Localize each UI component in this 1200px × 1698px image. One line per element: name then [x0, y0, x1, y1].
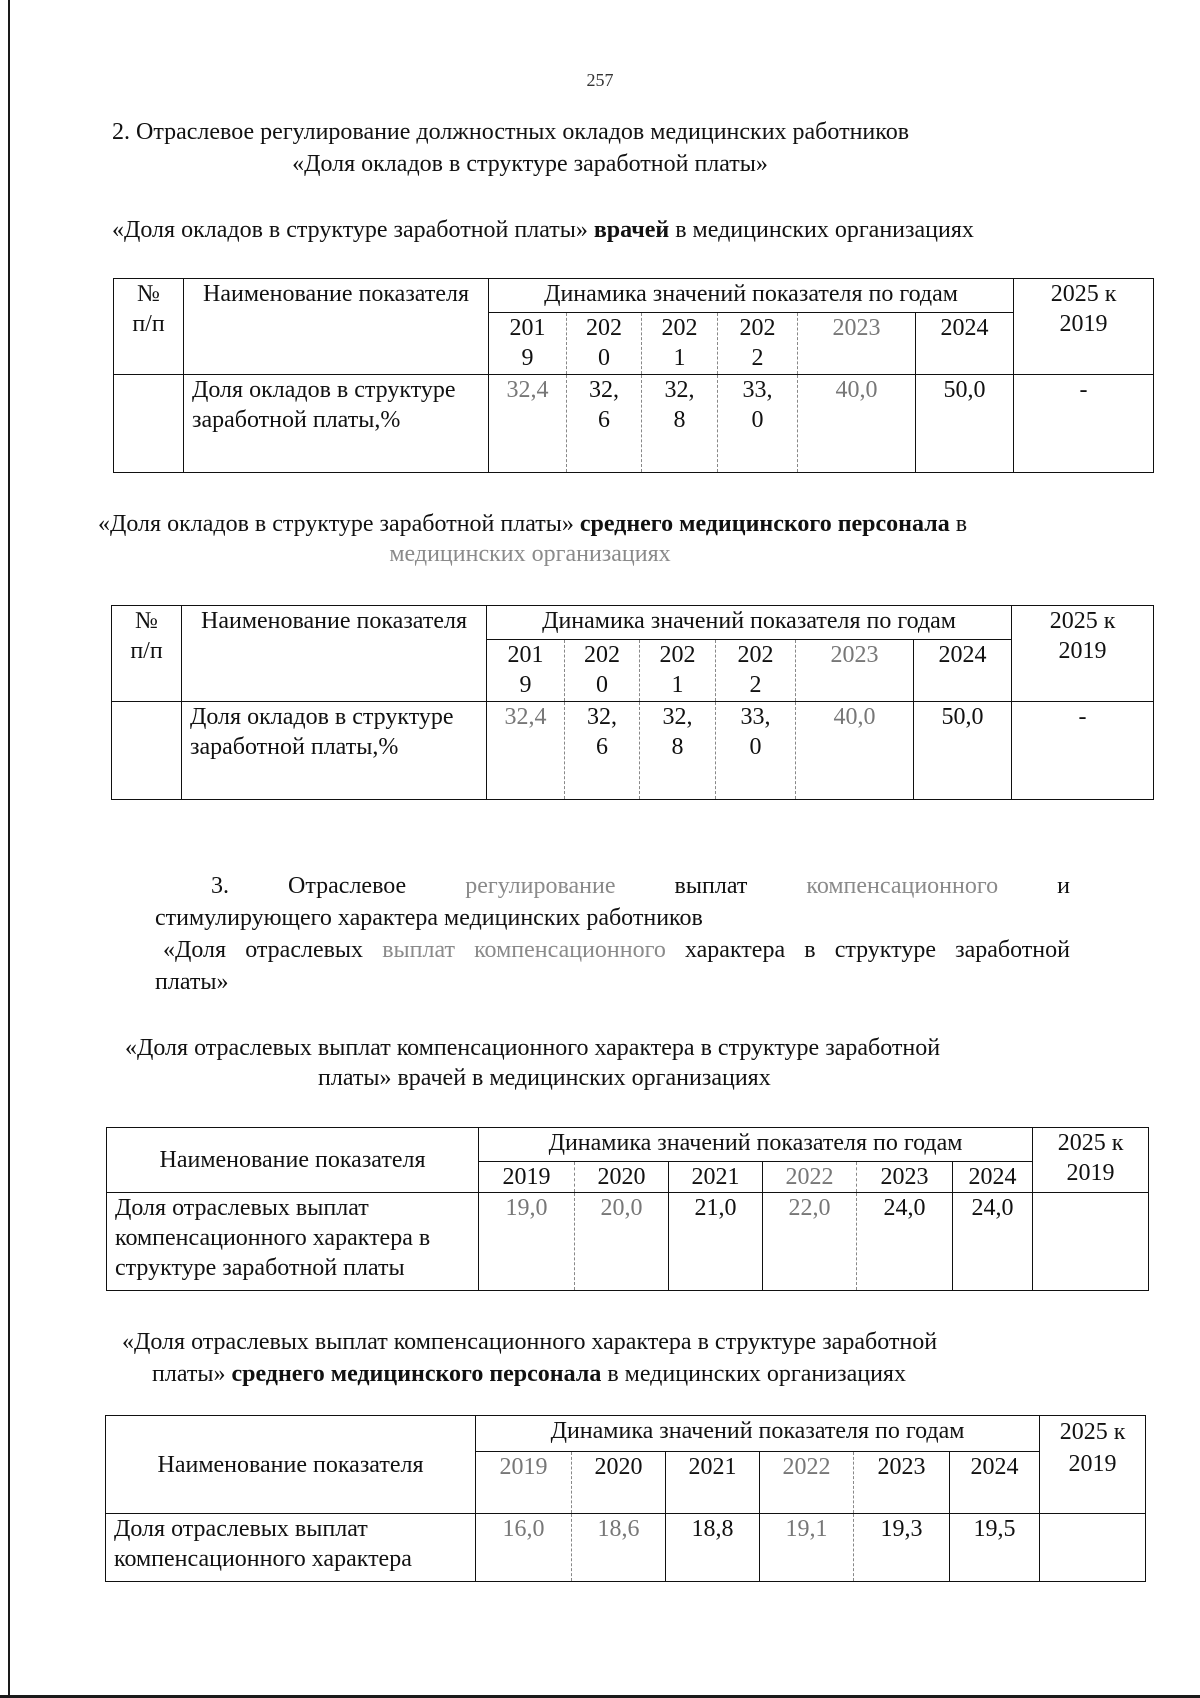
- table3-value: 24,0: [953, 1193, 1033, 1291]
- table3-value: 19,0: [479, 1193, 575, 1291]
- table4-value: 18,8: [666, 1514, 760, 1582]
- table2-value: 40,0: [796, 702, 914, 800]
- section2-heading-line1: 2. Отраслевое регулирование должностных окладов медицинских работников: [112, 119, 910, 145]
- table4-caption-line2: платы» среднего медицинского персонала в медицинских организациях: [152, 1361, 906, 1387]
- table1-value: 32,4: [489, 375, 567, 473]
- table3-value: 20,0: [575, 1193, 669, 1291]
- table4: [105, 1415, 1146, 1582]
- table1-year: 2023: [798, 313, 916, 375]
- table1-col-ratio: 2025 к 2019: [1014, 279, 1154, 375]
- table2-year: 2024: [914, 640, 1012, 702]
- table2-value: 32,8: [640, 702, 716, 800]
- table2-ratio: -: [1012, 702, 1154, 800]
- table1-row-name: Доля окладов в структуре заработной платы,%: [184, 375, 489, 473]
- table2-col-ratio: 2025 к 2019: [1012, 606, 1154, 702]
- table2-col-num: № п/п: [112, 606, 182, 702]
- table4-value: 16,0: [476, 1514, 572, 1582]
- section3-line3: «Доля отраслевых выплат компенсационного характера в структуре заработной: [163, 937, 1070, 963]
- table2-value: 32,6: [565, 702, 640, 800]
- table3-caption-line2: платы» врачей в медицинских организациях: [318, 1065, 771, 1091]
- table4-year: 2020: [572, 1452, 666, 1514]
- section3-line4: платы»: [155, 969, 229, 995]
- table1-ratio: -: [1014, 375, 1154, 473]
- table2-row-name: Доля окладов в структуре заработной платы,%: [182, 702, 487, 800]
- table3-year: 2024: [953, 1162, 1033, 1193]
- table2-year: 2019: [487, 640, 565, 702]
- table4-value: 18,6: [572, 1514, 666, 1582]
- table1-year: 2019: [489, 313, 567, 375]
- table4-ratio: [1040, 1514, 1146, 1582]
- table3-value: 21,0: [669, 1193, 763, 1291]
- table3-year: 2019: [479, 1162, 575, 1193]
- table2-year: 2022: [716, 640, 796, 702]
- table1: [113, 278, 1154, 473]
- table3-year: 2021: [669, 1162, 763, 1193]
- table2-year: 2020: [565, 640, 640, 702]
- table3-year: 2023: [857, 1162, 953, 1193]
- table4-caption-line1: «Доля отраслевых выплат компенсационного характера в структуре заработной: [122, 1329, 938, 1355]
- table4-value: 19,3: [854, 1514, 950, 1582]
- table4-col-ratio: 2025 к 2019: [1040, 1416, 1146, 1514]
- table3-value: 24,0: [857, 1193, 953, 1291]
- table2-value: 33,0: [716, 702, 796, 800]
- table4-row-name: Доля отраслевых выплат компенсационного характера: [106, 1514, 476, 1582]
- table1-value: 50,0: [916, 375, 1014, 473]
- table2-col-dynamics: Динамика значений показателя по годам: [487, 606, 1012, 640]
- table3-col-name: Наименование показателя: [107, 1128, 479, 1193]
- table1-year: 2022: [718, 313, 798, 375]
- table4-year: 2021: [666, 1452, 760, 1514]
- table1-year: 2021: [642, 313, 718, 375]
- table4-year: 2022: [760, 1452, 854, 1514]
- table4-value: 19,5: [950, 1514, 1040, 1582]
- table3-value: 22,0: [763, 1193, 857, 1291]
- table3-col-ratio: 2025 к 2019: [1033, 1128, 1149, 1193]
- table2-year: 2023: [796, 640, 914, 702]
- table3-caption-line1: «Доля отраслевых выплат компенсационного характера в структуре заработной: [125, 1035, 941, 1061]
- scan-edge-left: [8, 0, 10, 1698]
- table1-col-num: № п/п: [114, 279, 184, 375]
- table4-year: 2023: [854, 1452, 950, 1514]
- table2-col-name: Наименование показателя: [182, 606, 487, 702]
- table2-value: 50,0: [914, 702, 1012, 800]
- table4-col-dynamics: Динамика значений показателя по годам: [476, 1416, 1040, 1452]
- table1-value: 32,6: [567, 375, 642, 473]
- table2-caption: «Доля окладов в структуре заработной платы» среднего медицинского персонала в: [98, 511, 968, 537]
- table3-row-name: Доля отраслевых выплат компенсационного характера в структуре заработной платы: [107, 1193, 479, 1291]
- table3-year: 2020: [575, 1162, 669, 1193]
- table1-year: 2020: [567, 313, 642, 375]
- table2-value: 32,4: [487, 702, 565, 800]
- table4-col-name: Наименование показателя: [106, 1416, 476, 1514]
- section2-heading-line2: «Доля окладов в структуре заработной платы»: [292, 151, 768, 177]
- table1-col-dynamics: Динамика значений показателя по годам: [489, 279, 1014, 313]
- section3-line2: стимулирующего характера медицинских работников: [155, 905, 703, 931]
- table2-year: 2021: [640, 640, 716, 702]
- table4-value: 19,1: [760, 1514, 854, 1582]
- table3-col-dynamics: Динамика значений показателя по годам: [479, 1128, 1033, 1162]
- table2-row-num: [112, 702, 182, 800]
- table1-caption: «Доля окладов в структуре заработной платы» врачей в медицинских организациях: [112, 217, 974, 243]
- table1-value: 32,8: [642, 375, 718, 473]
- table3-year: 2022: [763, 1162, 857, 1193]
- table2: [111, 605, 1154, 800]
- table1-value: 40,0: [798, 375, 916, 473]
- table3: [106, 1127, 1149, 1291]
- table1-year: 2024: [916, 313, 1014, 375]
- section3-line1: 3. Отраслевое регулирование выплат компенсационного и: [211, 873, 1070, 899]
- table3-ratio: [1033, 1193, 1149, 1291]
- section3-heading: [155, 870, 1070, 998]
- table4-year: 2019: [476, 1452, 572, 1514]
- page-number: 257: [586, 70, 614, 90]
- table1-col-name: Наименование показателя: [184, 279, 489, 375]
- table1-value: 33,0: [718, 375, 798, 473]
- table2-caption-line2: медицинских организациях: [389, 541, 671, 567]
- table4-year: 2024: [950, 1452, 1040, 1514]
- table1-row-num: [114, 375, 184, 473]
